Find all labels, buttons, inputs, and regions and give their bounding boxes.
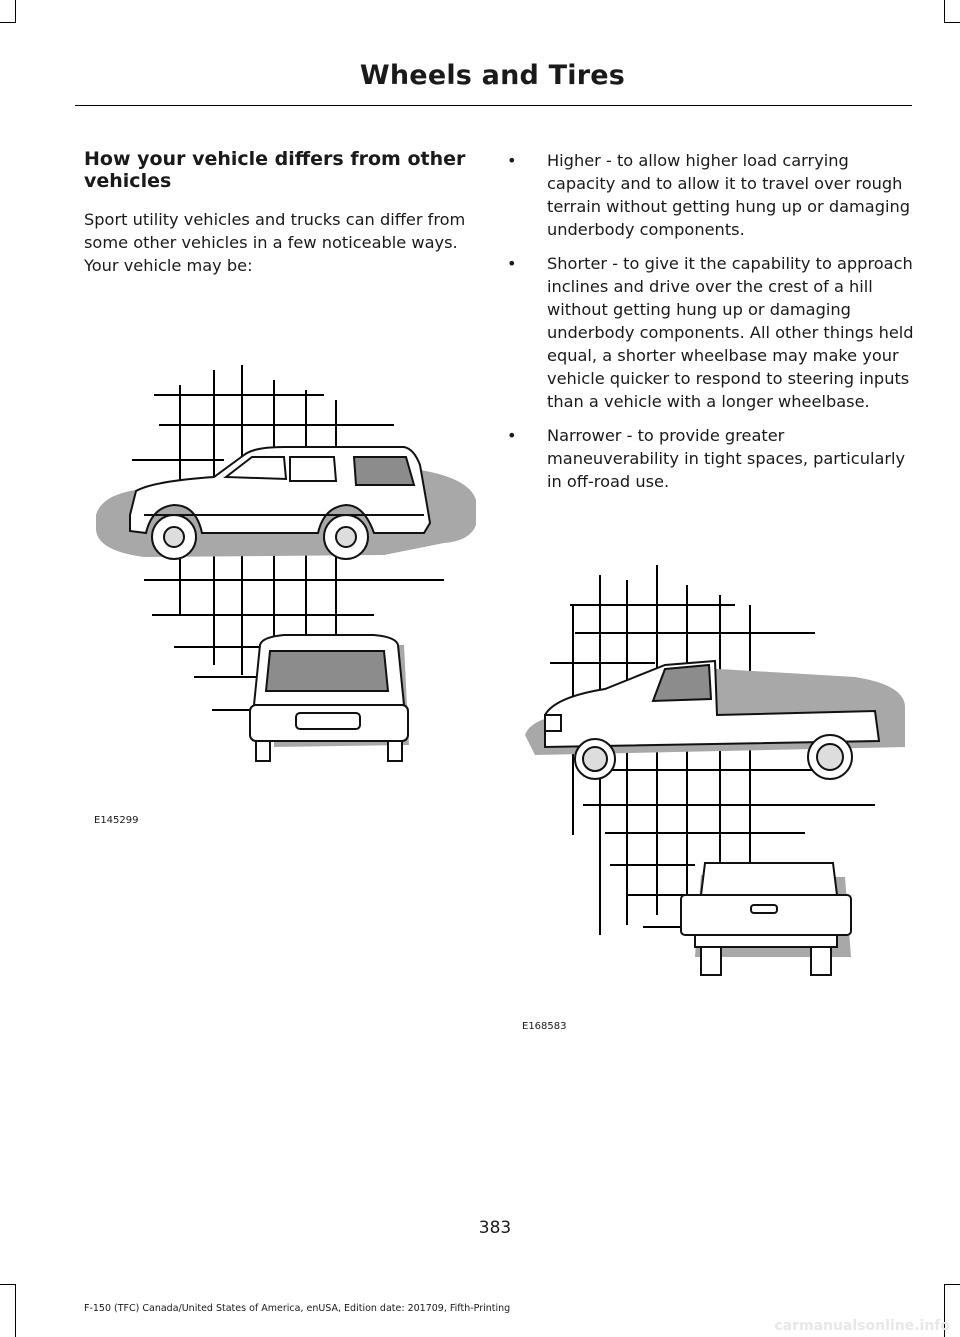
crop-mark [0, 22, 16, 23]
bullet-text: Shorter - to give it the capability to approach inclines and drive over the crest of a hill without getting hung up or damaging underbody components. All other things held equal, a shorter wheelbase may make your vehicle quicker to respond to steering inputs than a vehicle with a longer wheelbase. [547, 254, 914, 411]
intro-paragraph: Sport utility vehicles and trucks can differ from some other vehicles in a few noticeable ways. Your vehicle may be: [84, 210, 466, 275]
bullet-marker: • [507, 254, 517, 273]
list-item [505, 149, 915, 241]
truck-rear-view [681, 863, 851, 975]
figure-code: E168583 [522, 1021, 567, 1032]
bullet-marker: • [507, 426, 517, 445]
bullet-text: Higher - to allow higher load carrying capacity and to allow it to travel over rough terrain without getting hung up or damaging underbody components. [547, 151, 911, 239]
watermark: carmanualsonline.info [774, 1318, 950, 1334]
crop-mark [944, 1284, 960, 1285]
section-heading: How your vehicle differs from other vehicles [84, 148, 466, 192]
crop-mark [944, 0, 945, 22]
bullet-marker: • [507, 151, 517, 170]
truck-illustration [515, 565, 915, 995]
bullet-list [505, 149, 915, 504]
figure-code: E145299 [94, 815, 139, 826]
bullet-text: Narrower - to provide greater maneuverability in tight spaces, particularly in off-road use. [547, 426, 906, 491]
edition-footer: F-150 (TFC) Canada/United States of America, enUSA, Edition date: 201709, Fifth-Printing [84, 1303, 511, 1314]
crop-mark [0, 1284, 16, 1285]
header-divider [75, 105, 912, 106]
suv-illustration [84, 365, 484, 785]
list-item [505, 252, 915, 413]
page-title: Wheels and Tires [359, 60, 625, 91]
crop-mark [15, 1284, 16, 1337]
crop-mark [944, 22, 960, 23]
page-number: 383 [478, 1218, 512, 1238]
list-item [505, 424, 915, 493]
crop-mark [15, 0, 16, 22]
